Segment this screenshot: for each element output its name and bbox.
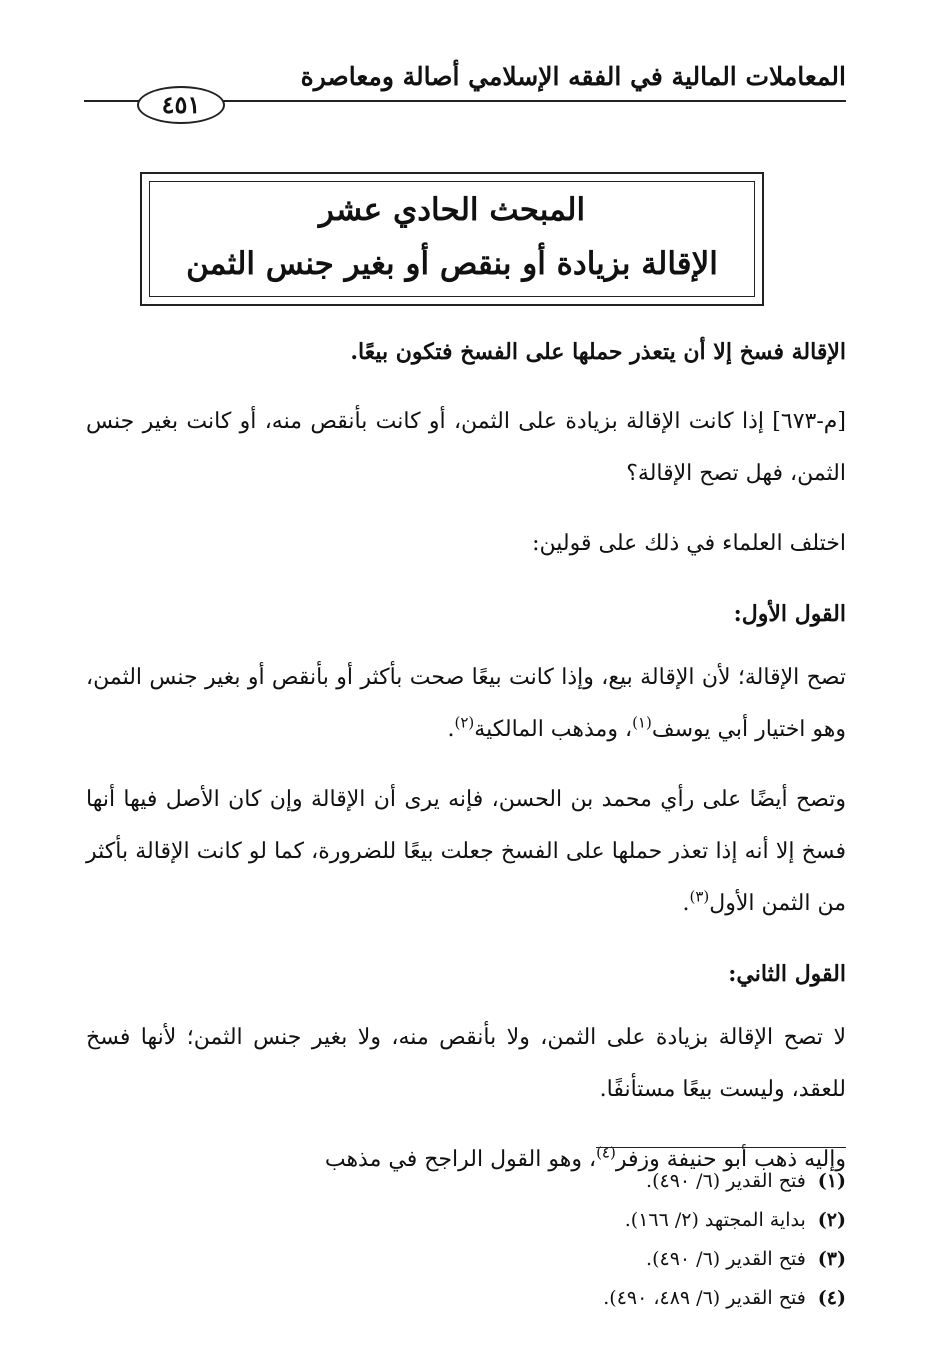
footnote-text: فتح القدير (٦/ ٤٩٠). <box>646 1248 806 1270</box>
footnote-separator <box>596 1147 846 1148</box>
footnote-text: بداية المجتهد (٢/ ١٦٦). <box>624 1209 806 1231</box>
section-title-box <box>140 172 764 306</box>
first-opinion-text-a: تصح الإقالة؛ لأن الإقالة بيع، وإذا كانت بيعًا صحت بأكثر أو بأنقص أو بغير جنس الثمن، وهو اختيار أبي يوسف <box>86 665 846 742</box>
body-text <box>86 326 846 1204</box>
first-opinion-text-b: ، ومذهب المالكية <box>474 717 633 742</box>
footnote-ref-3: (٣) <box>689 887 710 906</box>
rule-statement: الإقالة فسخ إلا أن يتعذر حملها على الفسخ فتكون بيعًا. <box>350 339 846 365</box>
abu-hanifa-text-a: وإليه ذهب أبو حنيفة وزفر <box>615 1147 846 1172</box>
footnote-text: فتح القدير (٦/ ٤٩٠). <box>646 1170 806 1192</box>
footnote-ref-4: (٤) <box>596 1143 616 1162</box>
first-opinion-paragraph <box>86 652 846 756</box>
footnote-number: (١) <box>817 1170 846 1192</box>
muhammad-opinion-text-b: . <box>682 891 690 916</box>
muhammad-opinion-paragraph <box>86 774 846 930</box>
page-number: ٤٥١ <box>137 86 225 124</box>
footnote-item <box>86 1201 846 1240</box>
section-number-title: المبحث الحادي عشر <box>318 192 586 228</box>
abu-hanifa-text-b: ، وهو القول الراجح في مذهب <box>324 1147 597 1172</box>
muhammad-opinion-text-a: وتصح أيضًا على رأي محمد بن الحسن، فإنه يرى أن الإقالة وإن كان الأصل فيها أنها فسخ إلا أنه إذا تعذر حملها على الفسخ جعلت بيعًا للضرورة، كما لو كانت الإقالة بأكثر من الثمن الأول <box>86 787 846 916</box>
section-subject-title: الإقالة بزيادة أو بنقص أو بغير جنس الثمن <box>186 246 718 282</box>
running-header-title: المعاملات المالية في الفقه الإسلامي أصالة ومعاصرة <box>300 62 846 91</box>
disagreement-intro: اختلف العلماء في ذلك على قولين: <box>532 531 846 556</box>
first-opinion-text-c: . <box>447 717 455 742</box>
footnote-number: (٣) <box>817 1248 846 1270</box>
footnote-text: فتح القدير (٦/ ٤٨٩، ٤٩٠). <box>603 1287 806 1309</box>
first-opinion-heading: القول الأول: <box>733 601 846 627</box>
second-opinion-heading: القول الثاني: <box>728 961 846 987</box>
footnote-number: (٢) <box>817 1209 846 1231</box>
footnote-item <box>86 1240 846 1279</box>
footnote-ref-1: (١) <box>632 713 652 732</box>
footnote-number: (٤) <box>817 1287 846 1309</box>
issue-paragraph: [م-٦٧٣] إذا كانت الإقالة بزيادة على الثمن، أو كانت بأنقص منه، أو كانت بغير جنس الثمن، فهل تصح الإقالة؟ <box>86 409 846 486</box>
footnote-item <box>86 1162 846 1201</box>
footnote-ref-2: (٢) <box>454 713 475 732</box>
footnote-item <box>86 1279 846 1318</box>
second-opinion-paragraph: لا تصح الإقالة بزيادة على الثمن، ولا بأنقص منه، ولا بغير جنس الثمن؛ لأنها فسخ للعقد، وليست بيعًا مستأنفًا. <box>86 1025 846 1102</box>
footnotes <box>86 1162 846 1318</box>
